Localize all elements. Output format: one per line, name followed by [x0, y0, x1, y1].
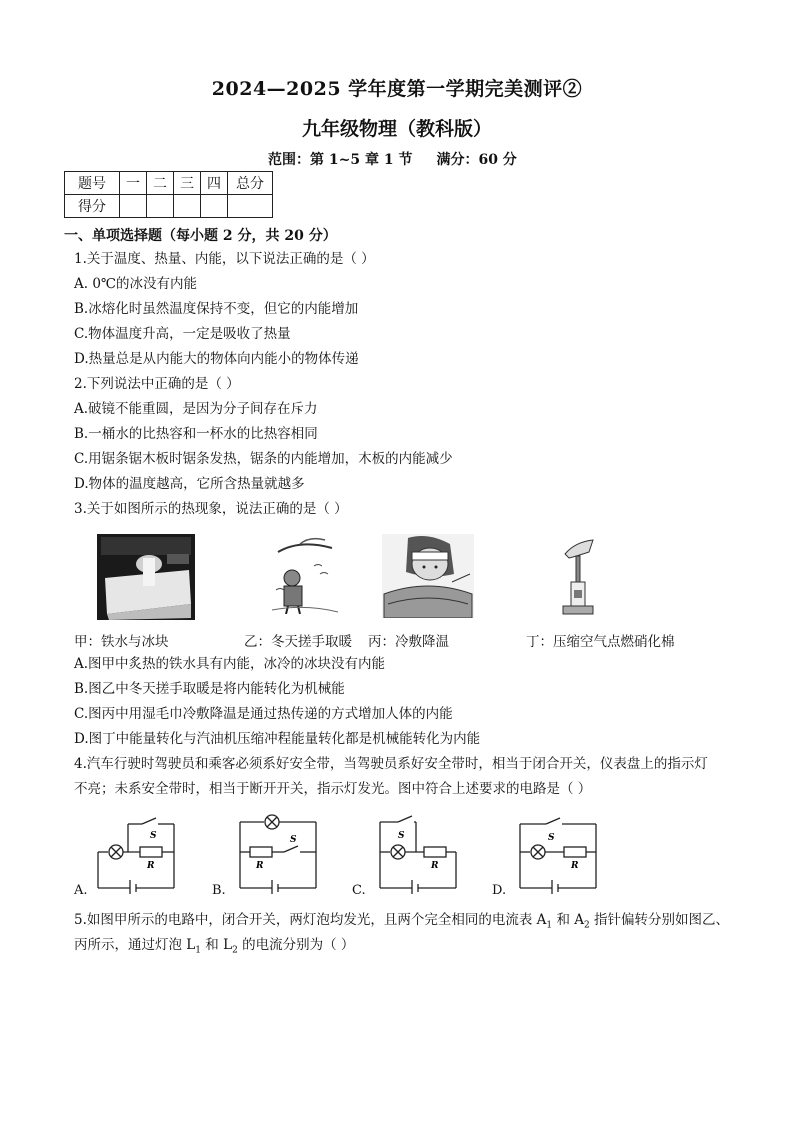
option-d: D.图丁中能量转化与汽油机压缩冲程能量转化都是机械能转化为内能 — [74, 731, 481, 747]
score-cell: 一 — [120, 172, 147, 195]
circuit-label-c: C. — [352, 883, 366, 898]
q5-text: 指针偏转分别如图乙、 — [589, 912, 730, 928]
score-input-cell[interactable] — [228, 195, 273, 218]
circuit-label-b: B. — [212, 883, 226, 898]
score-table — [64, 171, 273, 218]
molten-iron-ice-photo — [97, 534, 195, 620]
circuit-diagram-d — [516, 814, 602, 894]
option-b: B.一桶水的比热容和一杯水的比热容相同 — [74, 426, 318, 442]
circuit-diagram-a — [94, 814, 180, 894]
q5-text: 和 L — [201, 937, 233, 953]
score-cell: 得分 — [65, 195, 120, 218]
question-stem-line2: 不亮；未系安全带时，相当于断开开关，指示灯发光。图中符合上述要求的电路是（ ） — [74, 781, 592, 797]
q5-text: 和 A — [552, 912, 584, 928]
option-b: B.图乙中冬天搓手取暖是将内能转化为机械能 — [74, 681, 345, 697]
circuit-diagram-b — [236, 814, 322, 894]
score-cell: 题号 — [65, 172, 120, 195]
resistor-label: R — [256, 861, 264, 871]
score-table-header-row — [65, 172, 273, 195]
switch-label: S — [290, 835, 297, 845]
q5-text: 5.如图甲所示的电路中，闭合开关，两灯泡均发光，且两个完全相同的电流表 A — [74, 912, 547, 928]
score-cell: 四 — [201, 172, 228, 195]
switch-label: S — [548, 833, 555, 843]
figure-caption-ding: 丁：压缩空气点燃硝化棉 — [526, 634, 675, 650]
circuit-label-d: D. — [492, 883, 507, 898]
full-score-text: 满分：60 分 — [436, 152, 517, 168]
score-table-score-row — [65, 195, 273, 218]
exam-title: 2024—2025 学年度第一学期完美测评② — [211, 78, 583, 100]
ammeter-subscript: 1 — [546, 920, 553, 931]
score-input-cell[interactable] — [201, 195, 228, 218]
q5-text: 的电流分别为（ ） — [237, 937, 355, 953]
exam-scope — [268, 149, 517, 169]
score-cell: 三 — [174, 172, 201, 195]
score-input-cell[interactable] — [174, 195, 201, 218]
circuit-label-a: A. — [74, 883, 88, 898]
question-stem-line1 — [74, 911, 729, 935]
score-cell: 二 — [147, 172, 174, 195]
exam-subtitle: 九年级物理（教科版） — [301, 118, 492, 140]
q5-text: 丙所示，通过灯泡 L — [74, 937, 196, 953]
option-a: A.图甲中炙热的铁水具有内能，冰冷的冰块没有内能 — [74, 656, 386, 672]
lamp-subscript: 1 — [195, 945, 201, 956]
resistor-label: R — [431, 861, 439, 871]
option-a: A.破镜不能重圆，是因为分子间存在斥力 — [74, 401, 318, 417]
option-d: D.热量总是从内能大的物体向内能小的物体传递 — [74, 351, 359, 367]
score-input-cell[interactable] — [120, 195, 147, 218]
option-c: C.图丙中用湿毛巾冷敷降温是通过热传递的方式增加人体的内能 — [74, 706, 453, 722]
score-cell: 总分 — [228, 172, 273, 195]
cold-compress-drawing — [382, 534, 474, 618]
question-stem: 2.下列说法中正确的是（ ） — [74, 376, 240, 392]
lamp-subscript: 2 — [232, 945, 238, 956]
score-input-cell[interactable] — [147, 195, 174, 218]
question-stem-line2 — [74, 936, 354, 960]
switch-label: S — [398, 831, 405, 841]
ammeter-subscript: 2 — [584, 920, 590, 931]
scope-text: 范围：第 1~5 章 1 节 — [268, 152, 413, 168]
option-c: C.物体温度升高，一定是吸收了热量 — [74, 326, 291, 342]
air-compression-device-drawing — [555, 538, 601, 618]
resistor-label: R — [571, 861, 579, 871]
option-c: C.用锯条锯木板时锯条发热，锯条的内能增加，木板的内能减少 — [74, 451, 453, 467]
switch-label: S — [150, 831, 157, 841]
rubbing-hands-drawing — [270, 534, 340, 614]
option-b: B.冰熔化时虽然温度保持不变，但它的内能增加 — [74, 301, 359, 317]
section-heading: 一、单项选择题（每小题 2 分，共 20 分） — [64, 228, 337, 244]
question-stem: 3.关于如图所示的热现象，说法正确的是（ ） — [74, 501, 348, 517]
figure-caption-yi: 乙：冬天搓手取暖 — [244, 634, 352, 650]
circuit-diagram-c — [376, 814, 462, 894]
figure-caption-jia: 甲：铁水与冰块 — [74, 634, 169, 650]
question-stem-line1: 4.汽车行驶时驾驶员和乘客必须系好安全带，当驾驶员系好安全带时，相当于闭合开关，仪表盘上的指示灯 — [74, 756, 708, 772]
question-stem: 1.关于温度、热量、内能，以下说法正确的是（ ） — [74, 251, 375, 267]
option-a: A. 0℃的冰没有内能 — [74, 276, 198, 292]
figure-caption-bing: 丙：冷敷降温 — [368, 634, 449, 650]
resistor-label: R — [147, 861, 155, 871]
option-d: D.物体的温度越高，它所含热量就越多 — [74, 476, 305, 492]
